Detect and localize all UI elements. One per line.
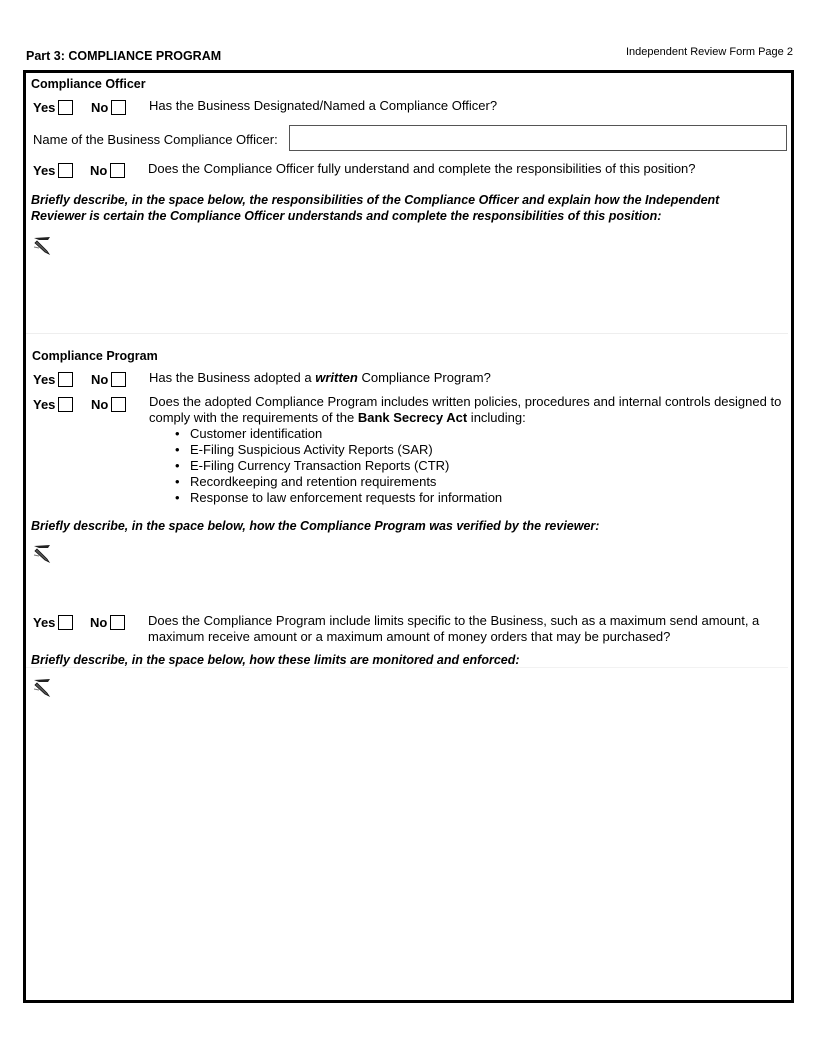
pen-nib-icon[interactable]	[31, 234, 53, 256]
officer-q1-no[interactable]	[91, 100, 126, 115]
yes-checkbox[interactable]	[58, 163, 73, 178]
pen-nib-icon[interactable]	[31, 542, 53, 564]
list-item: • E-Filing Currency Transaction Reports (CTR)	[175, 458, 502, 474]
program-q2-yes[interactable]	[33, 397, 73, 412]
officer-question-designated: Has the Business Designated/Named a Compliance Officer?	[149, 98, 498, 113]
no-label: No	[90, 615, 108, 630]
program-q2-text-pre: Does the adopted Compliance Program includes written policies, procedures and internal controls designed to comply with the requirements of the	[149, 394, 782, 425]
section-divider	[26, 667, 788, 668]
program-q1-no[interactable]	[91, 372, 126, 387]
no-label: No	[91, 372, 109, 387]
list-item: • E-Filing Suspicious Activity Reports (SAR)	[175, 442, 502, 458]
officer-q2-yes[interactable]	[33, 163, 73, 178]
program-q3-yes[interactable]	[33, 615, 73, 630]
no-checkbox[interactable]	[111, 372, 126, 387]
page-label: Independent Review Form Page 2	[626, 46, 793, 58]
yes-checkbox[interactable]	[58, 615, 73, 630]
program-q2-text-post: including:	[467, 410, 526, 425]
section-divider	[26, 333, 788, 334]
yes-label: Yes	[33, 163, 56, 178]
officer-brief-instruction: Briefly describe, in the space below, the responsibilities of the Compliance Officer and explain how the Independent Reviewer is certain the Compliance Officer understands and complete the responsibilities of this position:	[31, 193, 720, 223]
program-brief-verified: Briefly describe, in the space below, how the Compliance Program was verified by the reviewer:	[31, 519, 600, 533]
program-question-policies	[149, 394, 785, 426]
officer-name-field[interactable]	[289, 125, 787, 151]
officer-q1-yes[interactable]	[33, 100, 73, 115]
program-brief-limits: Briefly describe, in the space below, how these limits are monitored and enforced:	[31, 653, 520, 667]
no-checkbox[interactable]	[110, 615, 125, 630]
no-checkbox[interactable]	[110, 163, 125, 178]
yes-checkbox[interactable]	[58, 397, 73, 412]
list-item: • Response to law enforcement requests for information	[175, 490, 502, 506]
no-label: No	[91, 100, 109, 115]
section-title-compliance-program: Compliance Program	[32, 349, 158, 363]
officer-q2-no[interactable]	[90, 163, 125, 178]
yes-checkbox[interactable]	[58, 100, 73, 115]
yes-label: Yes	[33, 615, 56, 630]
program-requirements-list	[175, 426, 502, 506]
program-q1-text-emphasis: written	[315, 370, 358, 385]
program-q2-no[interactable]	[91, 397, 126, 412]
program-q1-text-post: Compliance Program?	[357, 370, 491, 385]
no-checkbox[interactable]	[111, 397, 126, 412]
no-checkbox[interactable]	[111, 100, 126, 115]
list-item: • Customer identification	[175, 426, 502, 442]
program-q2-text-bold: Bank Secrecy Act	[357, 410, 468, 425]
yes-label: Yes	[33, 397, 56, 412]
no-label: No	[91, 397, 109, 412]
list-item: • Recordkeeping and retention requirements	[175, 474, 502, 490]
program-q3-no[interactable]	[90, 615, 125, 630]
program-q1-text-pre: Has the Business adopted a	[149, 370, 316, 385]
yes-label: Yes	[33, 372, 56, 387]
program-q1-yes[interactable]	[33, 372, 73, 387]
officer-question-understand: Does the Compliance Officer fully understand and complete the responsibilities of this position?	[148, 161, 696, 176]
part-title: Part 3: COMPLIANCE PROGRAM	[26, 49, 222, 63]
yes-label: Yes	[33, 100, 56, 115]
program-question-written	[149, 370, 491, 386]
program-question-limits: Does the Compliance Program include limits specific to the Business, such as a maximum send amount, a maximum receive amount or a maximum amount of money orders that may be purchased?	[148, 613, 760, 644]
pen-nib-icon[interactable]	[31, 676, 53, 698]
section-title-compliance-officer: Compliance Officer	[31, 77, 146, 91]
yes-checkbox[interactable]	[58, 372, 73, 387]
no-label: No	[90, 163, 108, 178]
officer-name-label: Name of the Business Compliance Officer:	[33, 132, 278, 147]
